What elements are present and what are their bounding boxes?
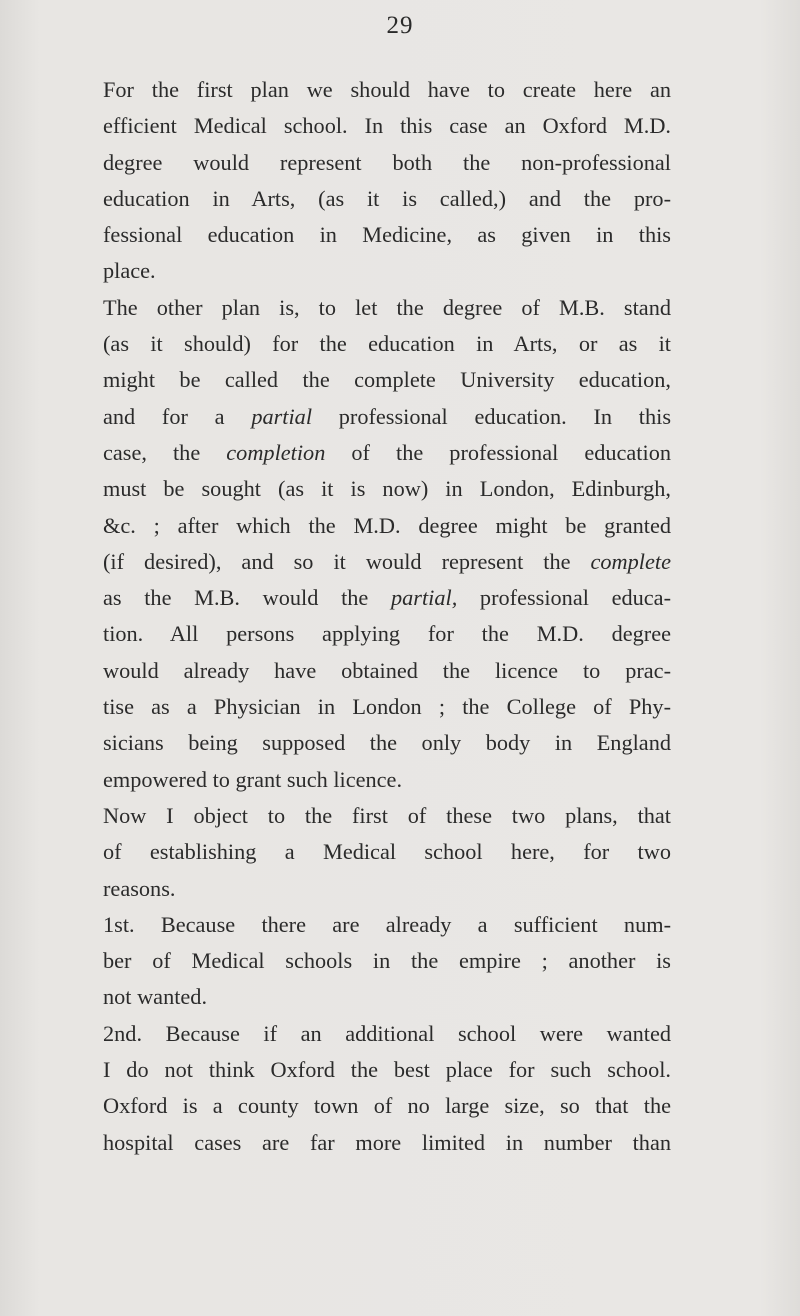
text-line: empowered to grant such licence. — [103, 766, 403, 792]
text-line: 2nd. Because if an additional school were wanted — [103, 1020, 671, 1046]
text-line: must be sought (as it is now) in London, Edinburgh, — [103, 476, 671, 502]
text-line: tise as a Physician in London ; the College of Phy- — [103, 694, 671, 720]
text-line: might be called the complete University education, — [103, 367, 671, 393]
text-line: education in Arts, (as it is called,) and the pro- — [103, 185, 671, 211]
text-line: not wanted. — [103, 984, 208, 1010]
text-line: and for a partial professional education. In this — [103, 403, 671, 429]
text-line: I do not think Oxford the best place for such school. — [103, 1057, 671, 1083]
text-line: 1st. Because there are already a sufficient num- — [103, 911, 671, 937]
text-line: hospital cases are far more limited in number than — [103, 1129, 671, 1155]
text-line: efficient Medical school. In this case an Oxford M.D. — [103, 113, 671, 139]
text-line: tion. All persons applying for the M.D. degree — [103, 621, 671, 647]
italic-word: partial — [251, 403, 313, 429]
text-line: Oxford is a county town of no large size, so that the — [103, 1093, 671, 1119]
text-line: sicians being supposed the only body in England — [103, 730, 671, 756]
text-line: (if desired), and so it would represent the complete — [103, 548, 671, 574]
text-line: degree would represent both the non-professional — [103, 149, 671, 175]
text-line: Now I object to the first of these two plans, that — [103, 802, 671, 828]
text-line: as the M.B. would the partial, professional educa- — [103, 585, 671, 611]
text-line: fessional education in Medicine, as given in this — [103, 222, 671, 248]
body-text — [103, 72, 671, 1161]
text-line: case, the completion of the professional education — [103, 439, 671, 465]
text-line: For the first plan we should have to create here an — [103, 77, 671, 102]
text-line: &c. ; after which the M.D. degree might be granted — [103, 512, 671, 538]
italic-word: partial, — [390, 585, 458, 611]
text-line: place. — [103, 258, 156, 284]
text-line: ber of Medical schools in the empire ; another is — [103, 948, 671, 974]
italic-word: complete — [590, 548, 671, 574]
text-line: The other plan is, to let the degree of M.B. stand — [103, 294, 671, 320]
text-line: of establishing a Medical school here, for two — [103, 839, 671, 865]
text-line: (as it should) for the education in Arts, or as it — [103, 331, 671, 357]
page-number: 29 — [386, 12, 414, 39]
italic-word: completion — [226, 439, 326, 465]
text-line: reasons. — [103, 875, 176, 901]
text-line: would already have obtained the licence to prac- — [103, 657, 671, 683]
